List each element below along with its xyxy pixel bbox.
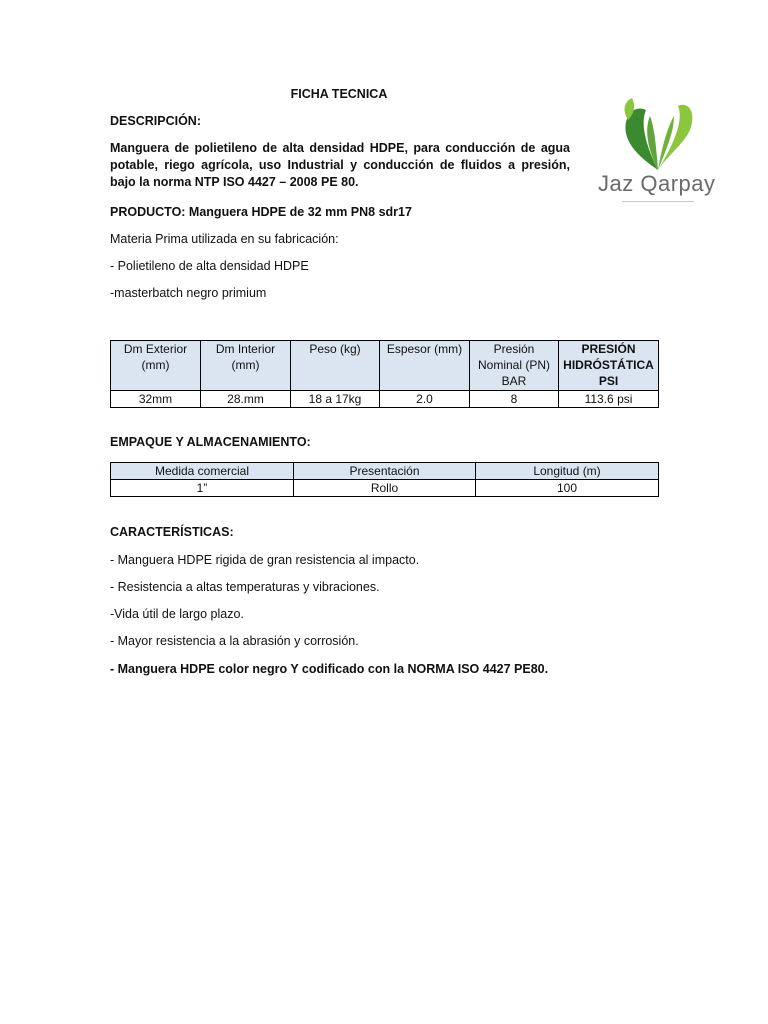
table-cell: 32mm (111, 391, 201, 408)
product-line: PRODUCTO: Manguera HDPE de 32 mm PN8 sdr17 (110, 205, 412, 219)
column-header: PRESIÓN HIDRÓSTÁTICA PSI (559, 341, 659, 391)
features-heading: CARACTERÍSTICAS: (110, 525, 234, 539)
table-header-row (111, 463, 659, 480)
column-header: Longitud (m) (476, 463, 659, 480)
material-item: -masterbatch negro primium (110, 286, 267, 300)
description-heading: DESCRIPCIÓN: (110, 114, 201, 128)
table-cell: 2.0 (380, 391, 470, 408)
column-header: Dm Exterior (mm) (111, 341, 201, 391)
column-header: Presentación (294, 463, 476, 480)
table-row (111, 480, 659, 497)
column-header: Medida comercial (111, 463, 294, 480)
brand-tagline-line (622, 200, 694, 204)
packaging-table (110, 462, 659, 497)
column-header: Espesor (mm) (380, 341, 470, 391)
feature-item: - Manguera HDPE color negro Y codificado con la NORMA ISO 4427 PE80. (110, 662, 549, 676)
description-text: Manguera de polietileno de alta densidad HDPE, para conducción de agua potable, riego agrícola, uso Industrial y conducción de fluidos a presión, bajo la norma NTP ISO 4427 – 2008 PE 80. (110, 141, 570, 189)
document-title: FICHA TECNICA (290, 87, 388, 101)
table-cell: 100 (476, 480, 659, 497)
table-cell: 28.mm (201, 391, 291, 408)
brand-name: Jaz Qarpay (598, 171, 716, 196)
packaging-heading: EMPAQUE Y ALMACENAMIENTO: (110, 435, 311, 449)
table-row (111, 391, 659, 408)
feature-item: - Manguera HDPE rigida de gran resistencia al impacto. (110, 553, 420, 567)
table-cell: 113.6 psi (559, 391, 659, 408)
feature-item: - Resistencia a altas temperaturas y vibraciones. (110, 580, 380, 594)
table-cell: Rollo (294, 480, 476, 497)
column-header: Dm Interior (mm) (201, 341, 291, 391)
feature-item: -Vida útil de largo plazo. (110, 607, 244, 621)
table-cell: 1” (111, 480, 294, 497)
column-header: Presión Nominal (PN) BAR (470, 341, 559, 391)
materials-heading: Materia Prima utilizada en su fabricación: (110, 232, 339, 246)
table-header-row (111, 341, 659, 391)
column-header: Peso (kg) (291, 341, 380, 391)
material-item: - Polietileno de alta densidad HDPE (110, 259, 309, 273)
feature-item: - Mayor resistencia a la abrasión y corrosión. (110, 634, 359, 648)
green-leaf-heart-icon (588, 96, 728, 176)
table-cell: 18 a 17kg (291, 391, 380, 408)
specs-table (110, 340, 659, 408)
table-cell: 8 (470, 391, 559, 408)
